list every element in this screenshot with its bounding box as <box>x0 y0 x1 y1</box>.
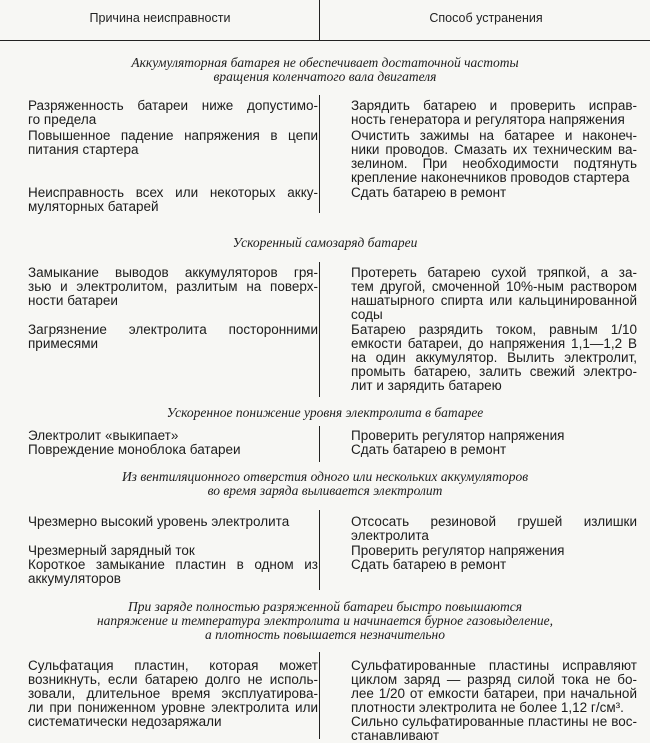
text-line: Батарею разрядить током, равным 1/10 <box>351 322 637 337</box>
text-line: ность генератора и регулятора напряжения <box>351 112 625 127</box>
column-divider <box>319 652 320 739</box>
section-title <box>55 470 595 498</box>
text-line: Замыкание выводов аккумуляторов гря- <box>28 265 318 280</box>
cause-cell <box>28 129 318 157</box>
text-line: систематически недозаряжали <box>28 714 222 729</box>
text-line: Неисправность всех или некоторых акку- <box>28 185 318 200</box>
cause-cell <box>28 659 318 729</box>
section-title-line: Ускоренное понижение уровня электролита в батарее <box>166 405 484 420</box>
text-line: Загрязнение электролита посторонними <box>28 322 318 337</box>
table-header <box>0 0 650 41</box>
text-line: Чрезмерно высокий уровень электролита <box>28 514 290 529</box>
text-line: на один аккумулятор. Вылить электролит, <box>351 350 637 365</box>
text-line: муляторных батарей <box>28 199 159 214</box>
section-title-line: При заряде полностью разряженной батареи быстро повышаются <box>128 599 522 614</box>
cause-cell <box>28 544 318 558</box>
text-line: Повышенное падение напряжения в цепи <box>28 128 318 143</box>
text-line: Отсосать резиновой грушей излишки <box>351 514 637 529</box>
text-line: электролита <box>351 528 429 543</box>
section-title <box>45 600 605 642</box>
text-line: примесями <box>28 336 99 351</box>
section-title-line: напряжение и температура электролита и начинается бурное газовыделение, <box>96 613 554 628</box>
text-line: станавливают <box>351 728 440 743</box>
text-line: Сульфатированные пластины исправляют <box>351 658 637 673</box>
text-line: Разряженность батареи ниже допустимо- <box>28 98 318 113</box>
text-line: ли при пониженном уровне электролита или <box>28 700 318 715</box>
text-line: Сдать батарею в ремонт <box>351 442 507 457</box>
text-line: зелином. При необходимости подтянуть <box>351 156 637 171</box>
cause-cell <box>28 515 318 529</box>
column-divider <box>319 262 320 397</box>
cause-cell <box>28 266 318 308</box>
text-line: Сдать батарею в ремонт <box>351 185 507 200</box>
text-line: аккумуляторов <box>28 571 121 586</box>
column-divider <box>319 426 320 462</box>
text-line: го предела <box>28 112 97 127</box>
section-title <box>80 56 570 84</box>
text-line: Проверить регулятор напряжения <box>351 428 565 443</box>
cause-cell <box>28 323 318 351</box>
header-divider <box>319 0 320 40</box>
text-line: Сдать батарею в ремонт <box>351 557 507 572</box>
text-line: нашатырного спирта или кальцинированной <box>351 293 637 308</box>
text-line: Сульфатация пластин, которая может <box>28 658 318 673</box>
section-title-line: вращения коленчатого вала двигателя <box>213 69 437 84</box>
section-title-line: а плотность повышается незначительно <box>205 627 445 642</box>
text-line: лее 1/20 от емкости батареи, при начальной <box>351 686 637 701</box>
remedy-cell <box>351 323 637 393</box>
text-line: циклом заряд — разряд силой тока не бо- <box>351 672 637 687</box>
text-line: крепление наконечников проводов стартера <box>351 170 630 185</box>
column-divider <box>319 510 320 590</box>
remedy-cell <box>351 544 637 558</box>
cause-cell <box>28 429 318 443</box>
text-line: зью и электролитом, разлитым на поверх- <box>28 279 318 294</box>
text-line: Проверить регулятор напряжения <box>351 543 565 558</box>
section-title-line: Аккумуляторная батарея не обеспечивает достаточной частоты <box>131 55 519 70</box>
header-cause: Причина неисправности <box>89 11 231 25</box>
text-line: ности батареи <box>28 293 118 308</box>
text-line: соды <box>351 307 383 322</box>
text-line: промыть батарею, залить свежий электро- <box>351 364 637 379</box>
remedy-cell <box>351 266 637 322</box>
text-line: емкости батареи, до напряжения 1,1—1,2 В <box>351 336 637 351</box>
section-title <box>80 236 570 250</box>
text-line: ники проводов. Смазать их техническим ва- <box>351 142 637 157</box>
remedy-cell <box>351 515 637 543</box>
remedy-cell <box>351 558 637 572</box>
text-line: лит и зарядить батарею <box>351 378 502 393</box>
text-line: тем другой, смоченной 10%-ным раствором <box>351 279 637 294</box>
text-line: зовали, длительное время эксплуатирова- <box>28 686 318 701</box>
text-line: Короткое замыкание пластин в одном из <box>28 557 318 572</box>
text-line: плотности электролита не более 1,12 г/см³. <box>351 700 624 715</box>
section-title <box>80 406 570 420</box>
text-line: Чрезмерный зарядный ток <box>28 543 195 558</box>
text-line: Электролит «выкипает» <box>28 428 179 443</box>
cause-cell <box>28 443 318 457</box>
header-remedy: Способ устранения <box>429 11 543 25</box>
column-divider <box>319 95 320 213</box>
cause-cell <box>28 186 318 214</box>
text-line: Сильно сульфатированные пластины не вос- <box>351 714 637 729</box>
section-title-line: Ускоренный самозаряд батареи <box>232 235 418 250</box>
remedy-cell <box>351 99 637 127</box>
text-line: возникнуть, если батарею долго не исполь- <box>28 672 318 687</box>
section-title-line: Из вентиляционного отверстия одного или нескольких аккумуляторов <box>121 469 529 484</box>
remedy-cell <box>351 186 637 200</box>
text-line: Зарядить батарею и проверить исправ- <box>351 98 637 113</box>
cause-cell <box>28 99 318 127</box>
text-line: Протереть батарею сухой тряпкой, а за- <box>351 265 637 280</box>
remedy-cell <box>351 429 637 443</box>
remedy-cell <box>351 129 637 185</box>
remedy-cell <box>351 659 637 743</box>
text-line: питания стартера <box>28 142 139 157</box>
remedy-cell <box>351 443 637 457</box>
section-title-line: во время заряда выливается электролит <box>207 483 443 498</box>
text-line: Очистить зажимы на батарее и наконеч- <box>351 128 637 143</box>
text-line: Повреждение моноблока батареи <box>28 442 241 457</box>
cause-cell <box>28 558 318 586</box>
